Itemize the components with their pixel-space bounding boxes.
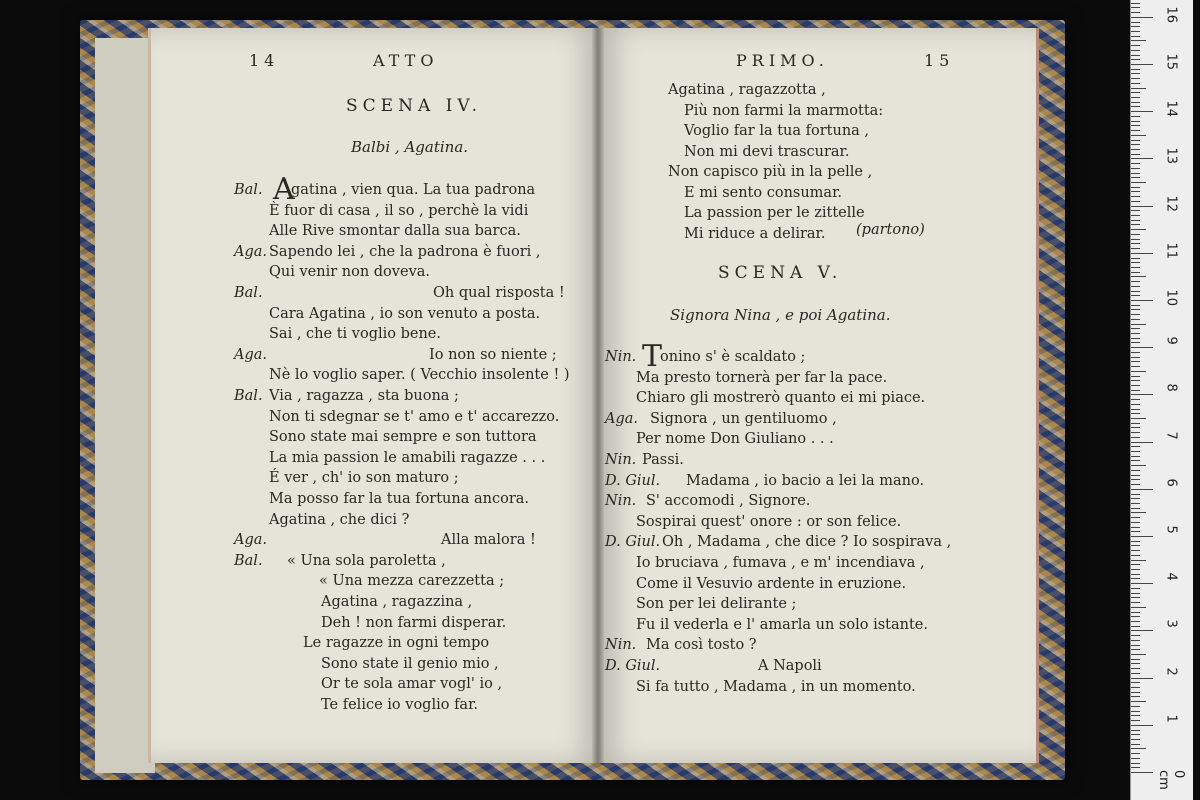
dialogue-line: Sai , che ti voglio bene. [269, 326, 441, 343]
dialogue-line: Io bruciava , fumava , e m' incendiava , [636, 555, 925, 571]
speaker-label: Nin. [605, 349, 637, 365]
ruler-number: 8 [1163, 383, 1179, 393]
ruler-tick [1131, 168, 1140, 169]
ruler-tick [1131, 541, 1140, 542]
ruler-tick [1131, 498, 1140, 499]
stage-direction: (partono) [856, 222, 925, 238]
ruler-tick [1131, 574, 1140, 575]
dialogue-line: Agatina , che dici ? [269, 511, 410, 528]
speaker-label: Bal. [234, 182, 263, 198]
ruler-tick [1131, 276, 1146, 277]
ruler-tick [1131, 484, 1140, 485]
ruler-tick [1131, 300, 1153, 301]
dialogue-line: onino s' è scaldato ; [660, 349, 806, 365]
dialogue-line: Nè lo voglio saper. ( Vecchio insolente ! ) [269, 367, 570, 384]
ruler-tick [1131, 465, 1146, 466]
ruler-tick [1131, 621, 1140, 622]
verse-line: Mi riduce a delirar. [684, 225, 826, 242]
dialogue-line: Alle Rive smontar dalla sua barca. [269, 223, 521, 240]
ruler-tick [1131, 64, 1153, 65]
ruler-tick [1131, 744, 1140, 745]
ruler-tick [1131, 503, 1140, 504]
dialogue-line: Sapendo lei , che la padrona è fuori , [269, 243, 541, 260]
dialogue-line: Madama , io bacio a lei la mano. [686, 472, 925, 489]
ruler-number: 7 [1163, 431, 1179, 440]
ruler-tick [1131, 88, 1146, 89]
ruler-tick [1131, 522, 1140, 523]
dialogue-line: Te felice io voglio far. [321, 697, 479, 713]
ruler-number: 6 [1163, 478, 1179, 487]
dialogue-line: Sono state mai sempre e son tuttora [269, 429, 537, 446]
dialogue-line: S' accomodi , Signore. [646, 493, 811, 510]
ruler-tick [1131, 342, 1140, 343]
dialogue-line: Deh ! non farmi disperar. [321, 614, 507, 631]
ruler-unit-label: 0 cm [1156, 770, 1186, 790]
speaker-label: Aga. [234, 346, 268, 363]
drop-capital: T [642, 339, 663, 374]
ruler-tick [1131, 569, 1140, 570]
ruler-tick [1131, 295, 1140, 296]
verse-line: Non capisco più in la pelle , [668, 164, 873, 180]
dialogue-line: Via , ragazza , sta buona ; [269, 388, 459, 404]
ruler-tick [1131, 121, 1140, 122]
ruler-tick [1131, 111, 1153, 112]
ruler-tick [1131, 40, 1146, 41]
ruler-tick [1131, 696, 1140, 697]
ruler-tick [1131, 470, 1140, 471]
ruler-tick [1131, 588, 1140, 589]
drop-capital: A [273, 172, 295, 207]
dialogue-line: Agatina , ragazzina , [321, 594, 473, 610]
ruler-tick [1131, 508, 1140, 509]
book-gutter [592, 28, 604, 763]
dialogue-line: Oh , Madama , che dice ? Io sospirava , [662, 534, 952, 551]
verse-line: Non mi devi trascurar. [684, 143, 850, 160]
ruler-tick [1131, 97, 1140, 98]
ruler-tick [1131, 239, 1140, 240]
ruler-number: 12 [1163, 195, 1179, 212]
speaker-label: Aga. [234, 532, 268, 549]
ruler-tick [1131, 3, 1140, 4]
ruler-tick [1131, 635, 1140, 636]
ruler-tick [1131, 442, 1153, 443]
ruler-tick [1131, 437, 1140, 438]
ruler-tick [1131, 734, 1140, 735]
ruler-tick [1131, 711, 1140, 712]
ruler-tick [1131, 517, 1140, 518]
ruler-tick [1131, 215, 1140, 216]
dialogue-line: Le ragazze in ogni tempo [303, 635, 490, 652]
ruler-tick [1131, 612, 1140, 613]
ruler-tick [1131, 319, 1140, 320]
speaker-label: D. Giul. [605, 534, 661, 551]
dialogue-line: A Napoli [758, 658, 822, 674]
dialogue-line: Oh qual risposta ! [433, 285, 565, 301]
ruler-tick [1131, 191, 1140, 192]
ruler-tick [1131, 59, 1140, 60]
ruler-tick [1131, 248, 1140, 249]
ruler-tick [1131, 451, 1140, 452]
ruler-tick [1131, 102, 1140, 103]
ruler-tick [1131, 446, 1140, 447]
ruler-tick [1131, 140, 1140, 141]
ruler-tick [1131, 272, 1140, 273]
ruler-tick [1131, 413, 1140, 414]
ruler-tick [1131, 602, 1140, 603]
speaker-label: D. Giul. [605, 658, 661, 674]
speaker-label: D. Giul. [605, 472, 661, 489]
ruler-number: 9 [1163, 336, 1179, 345]
dialogue-line: Signora , un gentiluomo , [650, 410, 837, 427]
dialogue-line: Per nome Don Giuliano . . . [636, 431, 834, 448]
verse-line: Voglio far la tua fortuna , [684, 123, 870, 139]
ruler-tick [1131, 371, 1146, 372]
dialogue-line: Ma così tosto ? [646, 637, 757, 654]
speaker-label: Nin. [605, 637, 637, 654]
ruler-tick [1131, 78, 1140, 79]
dialogue-line: Qui venir non doveva. [269, 264, 431, 281]
ruler-tick [1131, 55, 1140, 56]
ruler-number: 13 [1163, 147, 1179, 165]
ruler-tick [1131, 201, 1140, 202]
ruler-number: 16 [1163, 6, 1179, 23]
ruler-tick [1131, 673, 1140, 674]
dialogue-line: « Una mezza carezzetta ; [319, 573, 505, 590]
running-head-left: ATTO [373, 51, 439, 70]
ruler-tick [1131, 281, 1140, 282]
ruler-tick [1131, 73, 1140, 74]
verse-line: La passion per le zittelle [684, 205, 865, 221]
ruler-tick [1131, 36, 1140, 37]
ruler-tick [1131, 125, 1140, 126]
ruler-tick [1131, 583, 1153, 584]
ruler-tick [1131, 479, 1140, 480]
ruler-tick [1131, 380, 1140, 381]
ruler-tick [1131, 460, 1140, 461]
ruler-tick [1131, 130, 1140, 131]
ruler-tick [1131, 243, 1140, 244]
ruler-tick [1131, 229, 1146, 230]
ruler-number: 14 [1163, 100, 1179, 118]
ruler-tick [1131, 767, 1140, 768]
dialogue-line: Son per lei delirante ; [636, 596, 797, 613]
ruler-tick [1131, 692, 1140, 693]
ruler-tick [1131, 106, 1140, 107]
ruler-tick [1131, 173, 1140, 174]
ruler-tick [1131, 220, 1140, 221]
ruler-tick [1131, 234, 1140, 235]
ruler-tick [1131, 730, 1140, 731]
dialogue-line: Come il Vesuvio ardente in eruzione. [636, 575, 907, 592]
ruler-tick [1131, 626, 1140, 627]
ruler-tick [1131, 45, 1140, 46]
ruler-tick [1131, 701, 1146, 702]
ruler-tick [1131, 489, 1153, 490]
dialogue-line: Si fa tutto , Madama , in un momento. [636, 678, 916, 695]
ruler-tick [1131, 409, 1140, 410]
ruler-tick [1131, 69, 1140, 70]
ruler-tick [1131, 682, 1140, 683]
ruler-tick [1131, 404, 1140, 405]
ruler-tick [1131, 385, 1140, 386]
ruler-tick [1131, 654, 1146, 655]
ruler-tick [1131, 144, 1140, 145]
ruler-tick [1131, 494, 1140, 495]
ruler-tick [1131, 763, 1140, 764]
ruler-tick [1131, 593, 1140, 594]
dialogue-line: Cara Agatina , io son venuto a posta. [269, 305, 541, 322]
ruler-tick [1131, 607, 1146, 608]
ruler-tick [1131, 12, 1140, 13]
ruler-tick [1131, 512, 1146, 513]
ruler-tick [1131, 390, 1140, 391]
dialogue-line: Ma presto tornerà per far la pace. [636, 369, 888, 386]
ruler-tick [1131, 748, 1146, 749]
ruler-tick [1131, 210, 1140, 211]
scene-title-left: SCENA IV. [346, 96, 483, 116]
dialogue-line: Or te sola amar vogl' io , [321, 676, 503, 693]
ruler-tick [1131, 258, 1140, 259]
ruler-tick [1131, 50, 1140, 51]
ruler-tick [1131, 527, 1140, 528]
ruler-tick [1131, 645, 1140, 646]
ruler-tick [1131, 338, 1140, 339]
dialogue-line: Ma posso far la tua fortuna ancora. [269, 491, 530, 507]
ruler-tick [1131, 31, 1140, 32]
speaker-label: Bal. [234, 388, 263, 404]
ruler-tick [1131, 333, 1140, 334]
verse-line: E mi sento consumar. [684, 184, 843, 201]
ruler-tick [1131, 649, 1140, 650]
ruler-number: 3 [1163, 619, 1179, 629]
ruler-tick [1131, 328, 1140, 329]
speaker-label: Aga. [234, 243, 268, 260]
ruler-number: 11 [1163, 242, 1179, 259]
ruler-tick [1131, 720, 1140, 721]
ruler-tick [1131, 324, 1146, 325]
dialogue-line: « Una sola paroletta , [287, 552, 446, 569]
measurement-ruler [1130, 0, 1193, 800]
characters-right: Signora Nina , e poi Agatina. [670, 306, 891, 324]
ruler-tick [1131, 305, 1140, 306]
ruler-tick [1131, 475, 1140, 476]
right-page [598, 28, 1039, 763]
ruler-tick [1131, 687, 1140, 688]
ruler-tick [1131, 715, 1140, 716]
ruler-tick [1131, 597, 1140, 598]
ruler-tick [1131, 399, 1140, 400]
ruler-tick [1131, 432, 1140, 433]
ruler-tick [1131, 376, 1140, 377]
dialogue-line: Io non so niente ; [429, 346, 557, 363]
characters-left: Balbi , Agatina. [351, 138, 469, 156]
ruler-number: 10 [1163, 289, 1179, 307]
page-number-right: 15 [924, 51, 955, 70]
verse-line: Agatina , ragazzotta , [668, 82, 826, 98]
ruler-tick [1131, 531, 1140, 532]
ruler-number: 5 [1163, 525, 1179, 534]
dialogue-line: Passi. [642, 452, 684, 468]
ruler-tick [1131, 361, 1140, 362]
ruler-tick [1131, 659, 1140, 660]
ruler-tick [1131, 772, 1153, 773]
dialogue-line: Chiaro gli mostrerò quanto ei mi piace. [636, 390, 926, 407]
left-page [148, 28, 601, 763]
ruler-tick [1131, 206, 1153, 207]
ruler-tick [1131, 347, 1153, 348]
ruler-tick [1131, 564, 1140, 565]
ruler-tick [1131, 640, 1140, 641]
ruler-number: 4 [1163, 572, 1179, 581]
ruler-tick [1131, 668, 1140, 669]
dialogue-line: È fuor di casa , il so , perchè la vidi [269, 202, 529, 219]
ruler-number: 2 [1163, 667, 1179, 676]
ruler-tick [1131, 163, 1140, 164]
ruler-tick [1131, 154, 1140, 155]
running-head-right: PRIMO. [736, 51, 829, 70]
speaker-label: Nin. [605, 452, 637, 468]
ruler-tick [1131, 92, 1140, 93]
ruler-tick [1131, 423, 1140, 424]
endpaper [95, 38, 155, 773]
dialogue-line: gatina , vien qua. La tua padrona [291, 182, 536, 198]
ruler-number: 15 [1163, 53, 1179, 71]
ruler-tick [1131, 758, 1140, 759]
ruler-tick [1131, 26, 1140, 27]
ruler-tick [1131, 706, 1140, 707]
ruler-tick [1131, 456, 1140, 457]
dialogue-line: Fu il vederla e l' amarla un solo istante. [636, 616, 928, 633]
ruler-tick [1131, 536, 1153, 537]
ruler-tick [1131, 418, 1146, 419]
speaker-label: Nin. [605, 493, 637, 510]
ruler-tick [1131, 366, 1140, 367]
dialogue-line: É ver , ch' io son maturo ; [269, 470, 459, 487]
dialogue-line: Sono state il genio mio , [321, 655, 499, 672]
verse-line: Più non farmi la marmotta: [684, 102, 884, 119]
ruler-tick [1131, 149, 1140, 150]
ruler-tick [1131, 135, 1146, 136]
ruler-tick [1131, 177, 1140, 178]
ruler-tick [1131, 352, 1140, 353]
scene-title-right: SCENA V. [718, 263, 843, 283]
ruler-tick [1131, 253, 1153, 254]
ruler-tick [1131, 555, 1140, 556]
ruler-tick [1131, 630, 1153, 631]
ruler-tick [1131, 725, 1153, 726]
ruler-tick [1131, 267, 1140, 268]
ruler-tick [1131, 182, 1146, 183]
ruler-tick [1131, 560, 1146, 561]
ruler-tick [1131, 158, 1153, 159]
speaker-label: Bal. [234, 552, 263, 569]
ruler-tick [1131, 545, 1140, 546]
ruler-tick [1131, 357, 1140, 358]
ruler-tick [1131, 187, 1140, 188]
ruler-tick [1131, 262, 1140, 263]
ruler-tick [1131, 7, 1140, 8]
speaker-label: Aga. [605, 410, 639, 427]
dialogue-line: Sospirai quest' onore : or son felice. [636, 513, 902, 530]
page-number-left: 14 [249, 51, 280, 70]
dialogue-line: Non ti sdegnar se t' amo e t' accarezzo. [269, 408, 560, 425]
ruler-tick [1131, 17, 1153, 18]
dialogue-line: Alla malora ! [441, 532, 536, 549]
dialogue-line: La mia passion le amabili ragazze . . . [269, 449, 546, 466]
ruler-tick [1131, 678, 1153, 679]
ruler-tick [1131, 314, 1140, 315]
ruler-tick [1131, 550, 1140, 551]
ruler-tick [1131, 739, 1140, 740]
ruler-tick [1131, 394, 1153, 395]
ruler-tick [1131, 616, 1140, 617]
ruler-tick [1131, 309, 1140, 310]
ruler-number: 1 [1163, 714, 1179, 723]
ruler-tick [1131, 427, 1140, 428]
ruler-tick [1131, 291, 1140, 292]
ruler-tick [1131, 224, 1140, 225]
speaker-label: Bal. [234, 285, 263, 301]
ruler-tick [1131, 22, 1140, 23]
ruler-tick [1131, 116, 1140, 117]
ruler-tick [1131, 753, 1140, 754]
ruler-tick [1131, 196, 1140, 197]
ruler-tick [1131, 83, 1140, 84]
ruler-tick [1131, 663, 1140, 664]
ruler-tick [1131, 286, 1140, 287]
ruler-tick [1131, 578, 1140, 579]
